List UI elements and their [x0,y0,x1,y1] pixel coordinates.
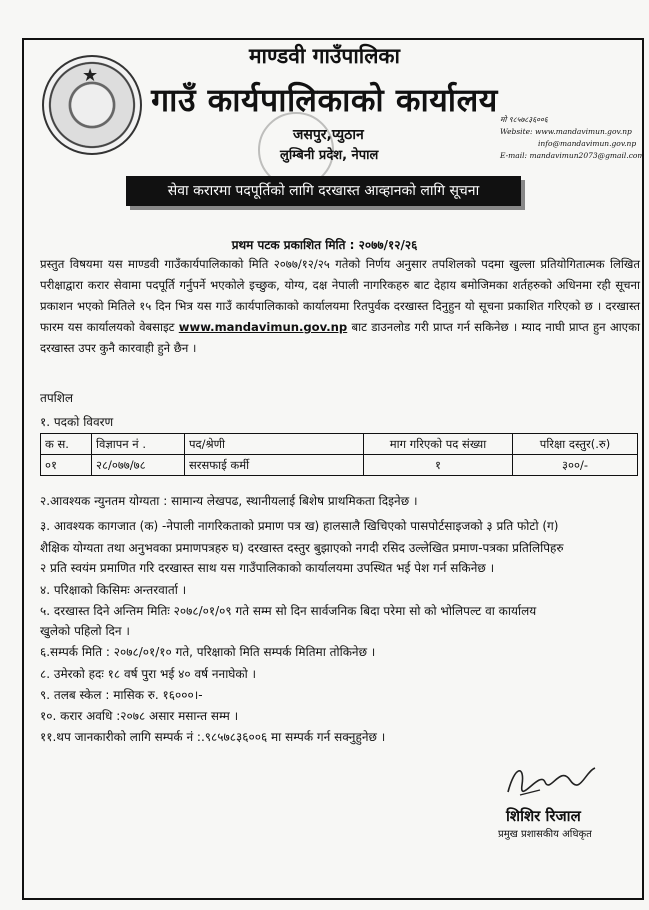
table-cell: सरसफाई कर्मी [185,455,364,476]
table-cell: ३००/- [513,455,638,476]
website-text: Website: www.mandavimun.gov.np [500,127,632,136]
signatory-name: शिशिर रिजाल [506,807,581,825]
item-contract-period: १०. करार अवधि :२०७८ असार मसान्त सम्म । [40,709,239,723]
website-link[interactable]: www.mandavimun.gov.np [178,320,348,334]
tapshil-heading: तपशिल [40,391,74,405]
table-row [41,455,638,476]
government-emblem-icon: ★ [42,55,142,155]
table-header-row [41,434,638,455]
table-header: विज्ञापन नं . [92,434,185,455]
email-primary: info@mandavimun.gov.np [538,139,637,148]
item-documents-cont: शैक्षिक योग्यता तथा अनुभवका प्रमाणपत्रहरु घ) दरखास्त दस्तुर बुझाएको नगदी रसिद उल्लेखित प्रमाण-पत्रका प्रतिलिपिहरु [40,541,564,555]
item-documents-cont: २ प्रति स्वयंम प्रमाणित गरि दरखास्त साथ यस गाउँपालिकाको कार्यालयमा उपस्थित भई पेश गर्न सकिनेछ । [40,561,495,575]
section-post-details: १. पदको विवरण [40,415,114,429]
location-line2: लुम्बिनी प्रदेश, नेपाल [280,148,379,163]
paragraph-text: प्रस्तुत विषयमा यस माण्डवी गाउँकार्यपालिकाको मिति २०७७/१२/२५ गतेको निर्णय अनुसार तपशिलको पदमा खुल्ला प्रतियोगितात्मक लिखित परीक्षाद्वारा करार सेवामा पदपूर्ति गर्नुपर्ने भएकोले इच्छुक, योग्य, दक्ष नेपाली नागरिकहरु बाट देहाय बमोजिमका शर्तहरुको अधिनमा रही सूचना प्रकाशन भएको मितिले १५ दिन भित्र यस गाउँ कार्यपालिकाको कार्यालयमा रितपुर्वक दरखास्त दिनुहुन यो सूचना प्रकाशित गरिएको छ । दरखास्त फारम यस कार्यालयको वेबसाइट [40,257,640,334]
table-header: पद/श्रेणी [185,434,364,455]
item-deadline-cont: खुलेको पहिलो दिन । [40,624,130,638]
table-cell: ०१ [41,455,92,476]
paragraph-text-after: बाट डाउनलोड गरी प्राप्त गर्न सकिनेछ । म्याद नाघी प्राप्त हुन आएका दरखास्त उपर कुनै कारवाही हुने छैन । [40,320,641,355]
table-cell: १ [364,455,513,476]
table-header: माग गरिएको पद संख्या [364,434,513,455]
notice-paragraph [40,254,640,359]
signature-scribble-icon [500,760,600,800]
signatory-title: प्रमुख प्रशासकीय अधिकृत [498,829,592,840]
item-deadline: ५. दरखास्त दिने अन्तिम मितिः २०७८/०१/०९ गते सम्म सो दिन सार्वजनिक बिदा परेमा सो को भोलिपल्ट वा कार्यालय [40,604,537,618]
item-documents: ३. आवश्यक कागजात (क) -नेपाली नागरिकताको प्रमाण पत्र ख) हालसालै खिचिएको पासपोर्टसाइजको ३ प्रति फोटो (ग) [40,519,559,533]
item-age-limit: ८. उमेरको हदः १८ वर्ष पुरा भई ४० वर्ष ननाघेको । [40,667,257,681]
item-exam-type: ४. परिक्षाको किसिमः अन्तरवार्ता । [40,583,187,597]
email-label: E-mail: [500,151,528,160]
item-qualification: २.आवश्यक न्युनतम योग्यता : सामान्य लेखपढ, स्थानीयलाई बिशेष प्राथमिकता दिइनेछ । [40,494,418,508]
location-line1: जसपुर,प्युठान [293,127,364,143]
item-contact-date: ६.सम्पर्क मिति : २०७८/०१/१० गते, परिक्षाको मिति सम्पर्क मितिमा तोकिनेछ । [40,645,376,659]
table-cell: २८/०७७/७८ [92,455,185,476]
email-secondary: mandavimun2073@gmail.com [529,151,645,160]
phone-number: मो ९८५७८३६००६ [500,115,548,124]
post-table [40,433,638,476]
table-header: क स. [41,434,92,455]
publish-date: प्रथम पटक प्रकाशित मिति : २०७७/१२/२६ [231,238,418,252]
item-salary: ९. तलब स्केल : मासिक रु. १६०००।- [40,688,203,702]
notice-banner: सेवा करारमा पदपूर्तिको लागि दरखास्त आव्हानको लागि सूचना [126,176,521,206]
contact-block [500,114,645,162]
table-header: परिक्षा दस्तुर(.रु) [513,434,638,455]
office-title: गाउँ कार्यपालिकाको कार्यालय [151,81,498,119]
municipality-title: माण्डवी गाउँपालिका [248,44,400,68]
item-contact-number: ११.थप जानकारीको लागि सम्पर्क नं :.९८५७८३६००६ मा सम्पर्क गर्न सक्नुहुनेछ । [40,730,386,744]
